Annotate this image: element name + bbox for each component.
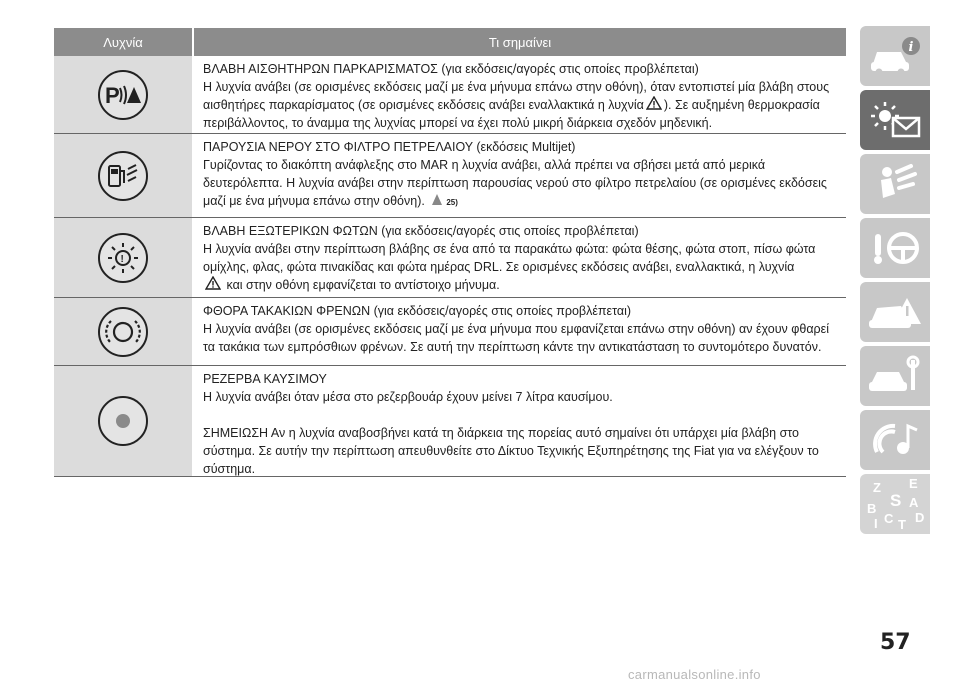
warning-lights-table (54, 28, 846, 477)
svg-text:A: A (909, 495, 919, 510)
parking-sensor-fault-icon (98, 70, 148, 120)
row-title: ΒΛΑΒΗ ΑΙΣΘΗΤΗΡΩΝ ΠΑΡΚΑΡΙΣΜΑΤΟΣ (για εκδόσεις/αγορές στις οποίες προβλέπεται) (203, 62, 699, 76)
row-title: ΦΘΟΡΑ ΤΑΚΑΚΙΩΝ ΦΡΕΝΩΝ (για εκδόσεις/αγορές στις οποίες προβλέπεται) (203, 304, 632, 318)
table-row: ΦΘΟΡΑ ΤΑΚΑΚΙΩΝ ΦΡΕΝΩΝ (για εκδόσεις/αγορές στις οποίες προβλέπεται) Η λυχνία ανάβει (σε ορισμένες εκδόσεις μαζί με ένα μήνυμα που εμφανίζεται επάνω στην οθόνη) αν έχουν φθαρεί τα τακάκια των εμπρόσθιων φρένων. Σε αυτή την περίπτωση κάντε την αντικατάσταση το συντομότερο δυνατόν. (54, 298, 846, 366)
table-row: ! ΒΛΑΒΗ ΕΞΩΤΕΡΙΚΩΝ ΦΩΤΩΝ (για εκδόσεις/αγορές στις οποίες προβλέπεται) Η λυχνία ανάβει στην περίπτωση βλάβης σε ένα από τα παρακάτω φώτα: φώτα θέσης, φώτα στοπ, πίσω φώτα ομίχλης, φλας, φώτα πινακίδας και φώτα ημέρας DRL. Σε ορισμένες εκδόσεις ανάβει, εναλλακτικά, η λυχνία και στην οθόνη εμφανίζεται το αντίστοιχο μήνυμα. (54, 218, 846, 298)
svg-text:Z: Z (873, 480, 881, 495)
reference-number[interactable]: 25) (446, 198, 458, 207)
table-row: ΠΑΡΟΥΣΙΑ ΝΕΡΟΥ ΣΤΟ ΦΙΛΤΡΟ ΠΕΤΡΕΛΑΙΟΥ (εκδόσεις Multijet) Γυρίζοντας το διακόπτη ανάφλεξης στο MAR η λυχνία ανάβει, αλλά πρέπει να σβήσει μετά από μερικά δευτερόλεπτα. Η λυχνία ανάβει στην περίπτωση παρουσίας νερού στο φίλτρο πετρελαίου (σε ορισμένες εκδόσεις μαζί με ένα μήνυμα επάνω στην οθόνη). 25) (54, 134, 846, 218)
svg-text:D: D (915, 510, 925, 525)
svg-text:I: I (874, 516, 878, 531)
reference-icon (428, 192, 446, 206)
page-number: 57 (880, 630, 911, 655)
general-warning-icon (646, 96, 662, 110)
starting-driving-icon[interactable] (860, 218, 930, 278)
table-row: P ΒΛΑΒΗ ΑΙΣΘΗΤΗΡΩΝ ΠΑΡΚΑΡΙΣΜΑΤΟΣ (για εκδόσεις/αγορές στις οποίες προβλέπεται) Η λυχνία ανάβει (σε ορισμένες εκδόσεις μαζί με ένα μήνυμα επάνω στην οθόνη), όταν εντοπιστεί μία βλάβη στους αισθητήρες παρκαρίσματος (σε ορισμένες εκδόσεις ανάβει εναλλακτικά η λυχνία ). Σε αυξημένη θερμοκρασία περιβάλλοντος, το άναμμα της λυχνίας μπορεί να έχει πολύ μικρή διάρκεια σχεδόν μηδενική. (54, 56, 846, 134)
svg-text:C: C (884, 511, 894, 526)
index-icon[interactable] (860, 474, 930, 534)
row-title: ΒΛΑΒΗ ΕΞΩΤΕΡΙΚΩΝ ΦΩΤΩΝ (για εκδόσεις/αγορές στις οποίες προβλέπεται) (203, 224, 639, 238)
brake-pad-wear-icon (98, 307, 148, 357)
car-info-icon[interactable] (860, 26, 930, 86)
general-warning-icon (205, 276, 221, 290)
svg-text:T: T (898, 517, 906, 532)
multimedia-icon[interactable] (860, 410, 930, 470)
fuel-reserve-icon (98, 396, 148, 446)
maintenance-icon[interactable] (860, 346, 930, 406)
table-header (54, 28, 846, 56)
chapter-tabs (860, 26, 930, 538)
row-title: ΡΕΖΕΡΒΑ ΚΑΥΣΙΜΟΥ (203, 372, 327, 386)
emergency-icon[interactable] (860, 282, 930, 342)
svg-text:i: i (908, 40, 914, 55)
header-lamp: Λυχνία (103, 34, 143, 50)
exterior-light-fault-icon (98, 233, 148, 283)
svg-text:P: P (105, 82, 120, 108)
safety-airbag-icon[interactable] (860, 154, 930, 214)
row-title: ΠΑΡΟΥΣΙΑ ΝΕΡΟΥ ΣΤΟ ΦΙΛΤΡΟ ΠΕΤΡΕΛΑΙΟΥ (εκδόσεις Multijet) (203, 140, 576, 154)
svg-text:B: B (867, 501, 877, 516)
table-row: ΡΕΖΕΡΒΑ ΚΑΥΣΙΜΟΥ Η λυχνία ανάβει όταν μέσα στο ρεζερβουάρ έχουν μείνει 7 λίτρα καυσίμου. ΣΗΜΕΙΩΣΗ Αν η λυχνία αναβοσβήνει κατά τη διάρκεια της πορείας αυτό σημαίνει ότι υπάρχει μία βλάβη στο σύστημα. Σε αυτήν την περίπτωση απευθυνθείτε στο Δίκτυο Τεχνικής Εξυπηρέτησης της Fiat για να ελέγξουν το σύστημα. (54, 366, 846, 477)
warning-lights-messages-icon[interactable] (860, 90, 930, 150)
header-meaning: Τι σημαίνει (192, 28, 846, 56)
svg-text:!: ! (120, 253, 124, 265)
water-in-fuel-filter-icon (98, 151, 148, 201)
watermark: carmanualsonline.info (628, 667, 761, 682)
svg-text:S: S (890, 491, 902, 510)
svg-text:E: E (909, 476, 918, 491)
